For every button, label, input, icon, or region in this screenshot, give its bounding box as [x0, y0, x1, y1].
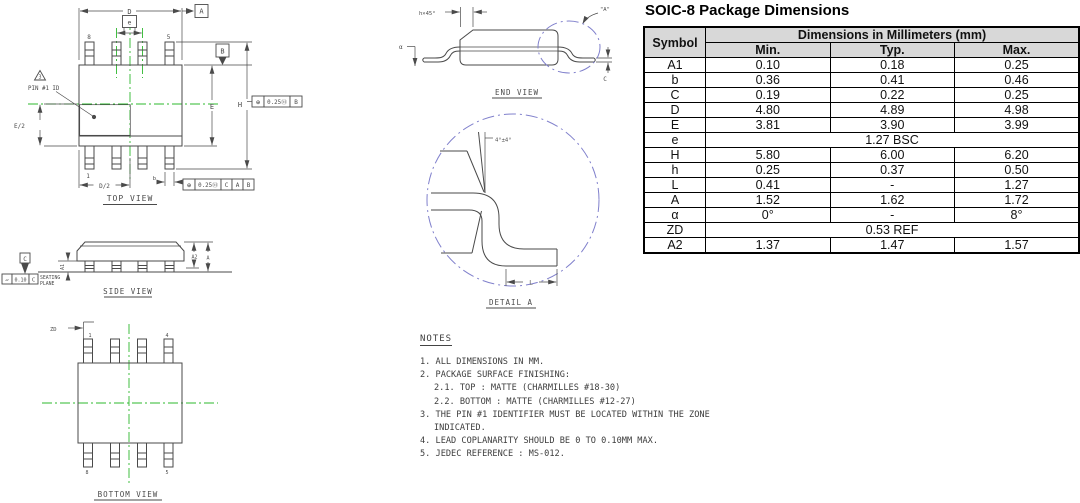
note-line: 4. LEAD COPLANARITY SHOULD BE 0 TO 0.10MM MAX. — [420, 436, 658, 447]
dim-label-e2: E/2 — [14, 123, 25, 130]
side-leads — [85, 261, 174, 272]
table-header-min: Min. — [706, 43, 831, 58]
pin-label-8: 8 — [87, 34, 91, 41]
table-row — [644, 58, 1079, 73]
table-cell: 0.25 — [955, 58, 1080, 73]
table-cell: E — [644, 118, 706, 133]
table-row — [644, 193, 1079, 208]
end-view-title: END VIEW — [494, 88, 540, 97]
fcf-frame-b — [183, 179, 254, 190]
table-cell: 0.41 — [706, 178, 831, 193]
dim-label-l: L — [529, 279, 533, 287]
notes-section — [420, 326, 770, 462]
table-cell: 3.99 — [955, 118, 1080, 133]
table-row — [644, 73, 1079, 88]
side-view-drawing — [0, 218, 300, 310]
pin1-id-label: PIN #1 ID — [28, 86, 60, 92]
svg-text:0.25Ⓜ: 0.25Ⓜ — [267, 100, 287, 106]
side-view-title: SIDE VIEW — [103, 287, 153, 296]
table-cell: - — [830, 178, 955, 193]
table-row — [644, 223, 1079, 238]
pin1-zone-hatch — [80, 105, 131, 136]
table-cell: 0.53 REF — [706, 223, 1080, 238]
table-cell: 0.36 — [706, 73, 831, 88]
dim-label-b: b — [152, 176, 156, 182]
dim-label-H: H — [237, 101, 243, 109]
table-header-max: Max. — [955, 43, 1080, 58]
table-cell: 8° — [955, 208, 1080, 223]
table-cell: 1.52 — [706, 193, 831, 208]
table-row — [644, 103, 1079, 118]
pin-label-4: 4 — [165, 333, 169, 339]
note-line: 5. JEDEC REFERENCE : MS-012. — [420, 449, 565, 460]
table-cell: 1.57 — [955, 238, 1080, 254]
position-tolerance-icon: ⊕ — [255, 98, 261, 107]
fcf-frame-seating — [2, 274, 38, 284]
table-row — [644, 118, 1079, 133]
table-cell: C — [644, 88, 706, 103]
notes-title: NOTES — [420, 334, 453, 344]
svg-text:B: B — [246, 182, 251, 189]
table-cell: A1 — [644, 58, 706, 73]
table-cell: 0.22 — [830, 88, 955, 103]
end-view-drawing — [395, 0, 643, 105]
dim-label-d: D — [127, 8, 132, 16]
datum-c-label: C — [23, 255, 27, 263]
detail-ref-label: "A" — [600, 7, 610, 13]
pin-label-1: 1 — [86, 173, 90, 180]
package-body-end — [460, 30, 558, 65]
svg-text:0.10: 0.10 — [14, 277, 27, 284]
bottom-pins — [85, 146, 174, 169]
table-cell: 0.10 — [706, 58, 831, 73]
table-row — [644, 133, 1079, 148]
table-cell: 1.62 — [830, 193, 955, 208]
package-body-profile — [77, 242, 184, 261]
dimensions-table — [643, 26, 1080, 254]
svg-text:0.25Ⓜ: 0.25Ⓜ — [198, 183, 218, 189]
table-cell: 4.80 — [706, 103, 831, 118]
lead-angle-label: 4°±4° — [495, 137, 512, 144]
table-cell: 0.25 — [955, 88, 1080, 103]
datum-b-triangle — [219, 57, 227, 65]
table-cell: 3.90 — [830, 118, 955, 133]
datum-c-triangle — [21, 263, 29, 274]
note-line: 3. THE PIN #1 IDENTIFIER MUST BE LOCATED WITHIN THE ZONE — [420, 409, 710, 420]
table-row — [644, 238, 1079, 254]
right-lead — [558, 47, 595, 62]
dim-label-E: E — [209, 103, 215, 111]
page-title: SOIC-8 Package Dimensions — [645, 2, 850, 19]
table-cell: 0.46 — [955, 73, 1080, 88]
note-flag-number: 3 — [38, 74, 42, 81]
left-lead — [423, 47, 460, 62]
table-cell: H — [644, 148, 706, 163]
bottom-pins — [84, 443, 174, 467]
lead-bend-profile — [431, 193, 557, 266]
flatness-icon: ▱ — [5, 277, 9, 284]
note-line: 2.1. TOP : MATTE (CHARMILLES #18-30) — [434, 383, 621, 394]
pin1-id-dot — [92, 115, 96, 119]
note-line: 2.2. BOTTOM : MATTE (CHARMILLES #12-27) — [434, 396, 636, 407]
top-view-drawing — [0, 0, 310, 216]
table-cell: 6.00 — [830, 148, 955, 163]
note-line: 1. ALL DIMENSIONS IN MM. — [420, 357, 545, 367]
table-cell: 0° — [706, 208, 831, 223]
table-cell: A2 — [644, 238, 706, 254]
table-cell: - — [830, 208, 955, 223]
datum-a-label: A — [199, 7, 204, 16]
table-cell: 5.80 — [706, 148, 831, 163]
svg-text:B: B — [294, 99, 298, 106]
table-header-symbol: Symbol — [644, 27, 706, 58]
table-cell: 4.98 — [955, 103, 1080, 118]
table-cell: 0.50 — [955, 163, 1080, 178]
table-cell: ZD — [644, 223, 706, 238]
detail-a-title: DETAIL A — [488, 298, 534, 307]
table-row — [644, 148, 1079, 163]
svg-text:C: C — [224, 182, 229, 189]
dimensions-table-section — [643, 2, 1080, 254]
table-cell: 6.20 — [955, 148, 1080, 163]
table-cell: 0.18 — [830, 58, 955, 73]
chamfer-label: h×45° — [419, 11, 436, 17]
pin-label-5: 5 — [166, 34, 171, 41]
dim-label-c: C — [603, 76, 607, 83]
table-cell: 0.19 — [706, 88, 831, 103]
table-cell: L — [644, 178, 706, 193]
pin-label-1: 1 — [88, 333, 92, 339]
table-cell: 4.89 — [830, 103, 955, 118]
table-header-typ: Typ. — [830, 43, 955, 58]
top-pins — [85, 42, 174, 65]
detail-circle — [427, 114, 599, 286]
bottom-view-drawing — [30, 310, 270, 503]
package-body — [78, 363, 182, 443]
bottom-view-title: BOTTOM VIEW — [97, 490, 159, 499]
table-cell: 0.25 — [706, 163, 831, 178]
seating-plane-label-2: PLANE — [40, 282, 55, 287]
dimensions-table-body — [644, 58, 1079, 254]
dim-label-a: A — [206, 255, 210, 262]
table-row — [644, 88, 1079, 103]
dim-label-e-pitch: e — [127, 18, 132, 27]
table-cell: 0.37 — [830, 163, 955, 178]
dim-label-a1: A1 — [60, 263, 66, 270]
top-view-title: TOP VIEW — [106, 194, 154, 203]
table-cell: α — [644, 208, 706, 223]
table-header-dimensions: Dimensions in Millimeters (mm) — [706, 27, 1080, 43]
table-cell: e — [644, 133, 706, 148]
dim-label-a2: A2 — [191, 254, 198, 261]
table-cell: 1.37 — [706, 238, 831, 254]
dim-label-d2: D/2 — [99, 183, 110, 190]
table-cell: 1.27 BSC — [706, 133, 1080, 148]
table-cell: 3.81 — [706, 118, 831, 133]
table-cell: 1.47 — [830, 238, 955, 254]
seating-plane-label-1: SEATING — [40, 276, 61, 281]
detail-a-drawing — [405, 105, 620, 315]
position-tolerance-icon: ⊕ — [186, 181, 192, 190]
table-cell: 0.41 — [830, 73, 955, 88]
svg-text:C: C — [31, 277, 36, 284]
note-line: INDICATED. — [434, 423, 486, 434]
table-cell: A — [644, 193, 706, 208]
top-pins — [84, 339, 174, 363]
alpha-label: α — [399, 44, 403, 51]
table-cell: h — [644, 163, 706, 178]
table-row — [644, 163, 1079, 178]
dim-label-zd: ZD — [50, 327, 57, 333]
datum-a-arrow — [186, 8, 194, 14]
datum-b-label: B — [220, 47, 225, 56]
pin-label-8: 8 — [85, 470, 89, 476]
table-cell: b — [644, 73, 706, 88]
table-cell: 1.72 — [955, 193, 1080, 208]
table-row — [644, 178, 1079, 193]
fcf-frame-h — [252, 96, 302, 107]
svg-text:A: A — [235, 182, 240, 189]
notes-list — [420, 356, 770, 462]
pin-label-5: 5 — [165, 470, 169, 476]
table-cell: 1.27 — [955, 178, 1080, 193]
table-cell: D — [644, 103, 706, 118]
table-row — [644, 208, 1079, 223]
note-line: 2. PACKAGE SURFACE FINISHING: — [420, 370, 571, 381]
